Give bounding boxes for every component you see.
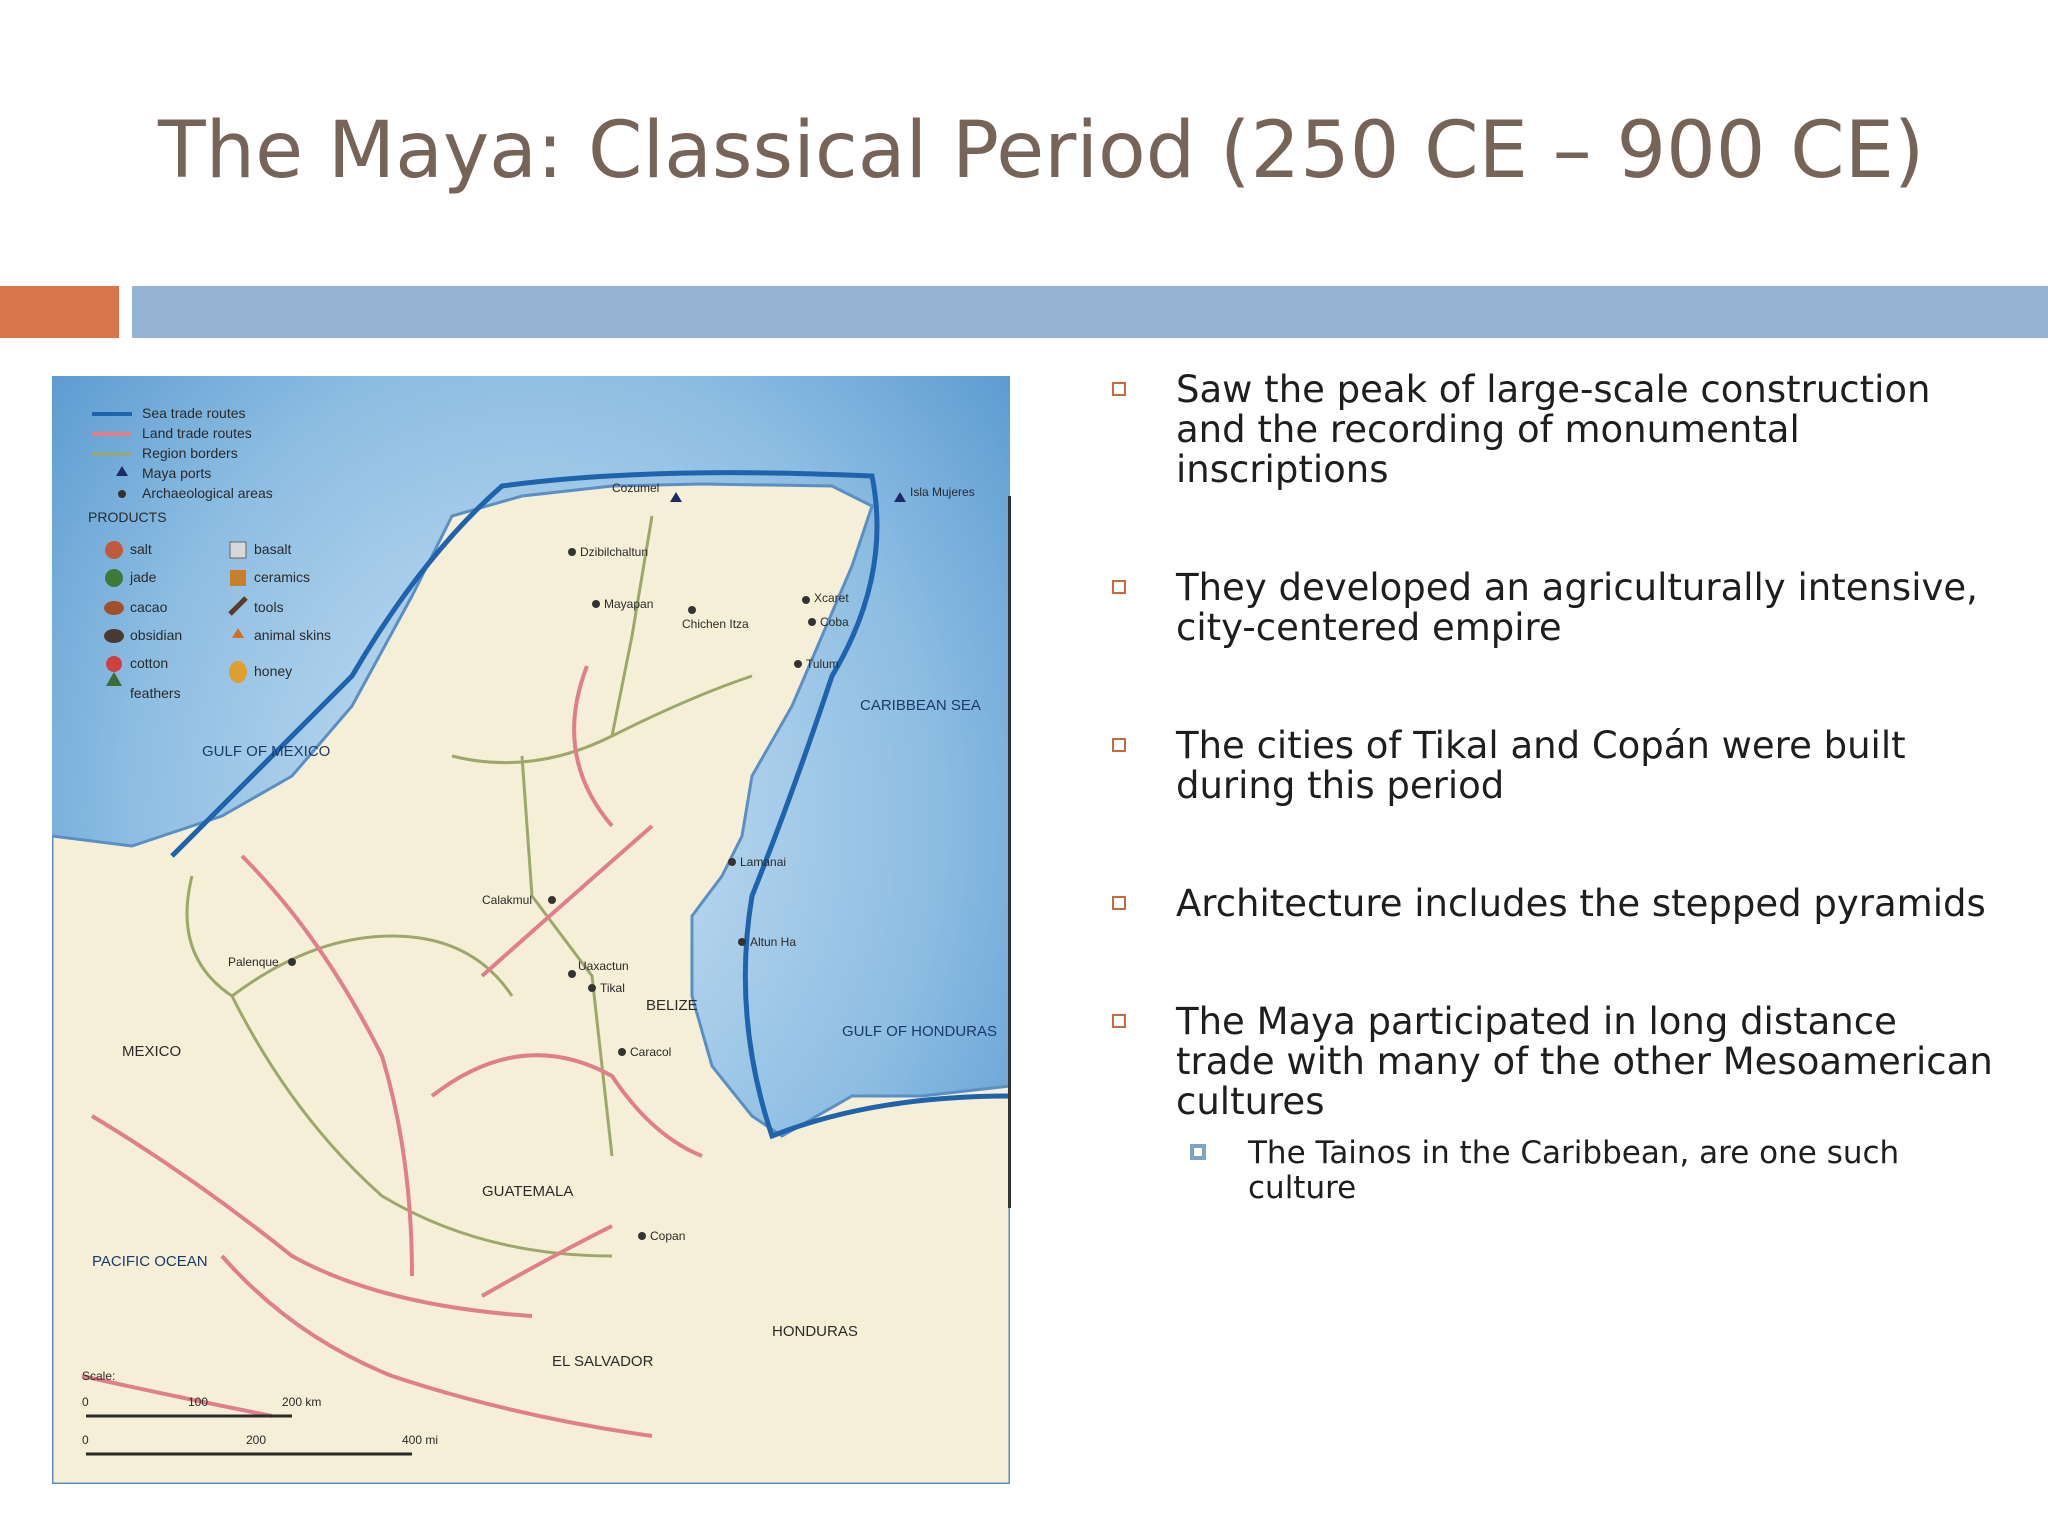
jade-icon: [105, 569, 123, 587]
product-obsidian: obsidian: [130, 627, 183, 643]
site-marker-icon: [638, 1232, 646, 1240]
bullet-text: Architecture includes the stepped pyramids: [1176, 882, 1986, 925]
label-guatemala: GUATEMALA: [482, 1183, 574, 1200]
bullet-item: [1104, 568, 2004, 648]
product-basalt: basalt: [254, 541, 292, 557]
site-cozumel: Cozumel: [612, 481, 660, 495]
label-el-salvador: EL SALVADOR: [552, 1353, 654, 1370]
site-marker-icon: [802, 596, 810, 604]
site-uaxactun: Uaxactun: [578, 959, 629, 973]
product-cotton: cotton: [130, 655, 169, 671]
accent-bar: [0, 286, 119, 338]
product-honey: honey: [254, 663, 293, 679]
bullet-text: They developed an agriculturally intensive, city-centered empire: [1176, 566, 1978, 649]
maya-trade-map: [52, 376, 1010, 1484]
product-salt: salt: [130, 541, 152, 557]
slide-title: The Maya: Classical Period (250 CE – 900 CE): [158, 106, 1925, 196]
scale-km-0: 0: [82, 1395, 89, 1409]
product-ceramics: ceramics: [254, 569, 311, 585]
scale-mi-200: 200: [246, 1433, 267, 1447]
site-xcaret: Xcaret: [814, 591, 849, 605]
bullet-square-icon: [1112, 382, 1126, 396]
product-cacao: cacao: [130, 599, 168, 615]
ceramics-icon: [230, 570, 246, 586]
bullet-text: The cities of Tikal and Copán were built during this period: [1176, 724, 1906, 807]
site-isla-mujeres: Isla Mujeres: [910, 485, 975, 499]
site-marker-icon: [588, 984, 596, 992]
site-marker-icon: [548, 896, 556, 904]
label-gulf-of-mexico: GULF OF MEXICO: [202, 743, 331, 760]
site-tulum: Tulum: [806, 657, 839, 671]
product-tools: tools: [254, 599, 284, 615]
site-coba: Coba: [820, 615, 849, 629]
label-belize: BELIZE: [646, 997, 698, 1014]
site-tikal: Tikal: [600, 981, 625, 995]
header-bar: [132, 286, 2048, 338]
salt-icon: [105, 541, 123, 559]
bullet-text: Saw the peak of large-scale construction and the recording of monumental inscriptions: [1176, 368, 1931, 491]
label-mexico: MEXICO: [122, 1043, 182, 1060]
bullet-item: [1104, 726, 2004, 806]
product-feathers: feathers: [130, 685, 181, 701]
label-caribbean-sea: CARIBBEAN SEA: [860, 697, 981, 714]
site-chichen-itza: Chichen Itza: [682, 617, 749, 631]
product-jade: jade: [130, 569, 157, 585]
site-copan: Copan: [650, 1229, 686, 1243]
bullet-text: The Maya participated in long distance trade with many of the other Mesoamerican cultures: [1176, 1000, 1993, 1123]
bullet-square-icon: [1112, 896, 1126, 910]
site-marker-icon: [808, 618, 816, 626]
legend-region-borders: Region borders: [142, 445, 238, 461]
scale-mi-400: 400 mi: [402, 1433, 439, 1447]
legend-archaeological-areas: Archaeological areas: [142, 485, 273, 501]
legend-products-heading: PRODUCTS: [88, 509, 167, 525]
site-marker-icon: [568, 970, 576, 978]
scale-label: Scale:: [82, 1369, 116, 1383]
obsidian-icon: [104, 629, 124, 643]
site-marker-icon: [688, 606, 696, 614]
legend-sea-routes: Sea trade routes: [142, 405, 246, 421]
product-animal-skins: animal skins: [254, 627, 332, 643]
site-altun-ha: Altun Ha: [750, 935, 797, 949]
site-caracol: Caracol: [630, 1045, 672, 1059]
bullet-item: [1104, 370, 2004, 490]
site-marker-icon: [738, 938, 746, 946]
site-marker-icon: [592, 600, 600, 608]
bullet-list: [1104, 370, 2004, 1206]
site-mayapan: Mayapan: [604, 597, 654, 611]
bullet-square-icon: [1112, 580, 1126, 594]
site-marker-icon: [728, 858, 736, 866]
scale-mi-0: 0: [82, 1433, 89, 1447]
site-marker-icon: [568, 548, 576, 556]
bullet-square-icon: [1112, 1014, 1126, 1028]
site-lamanai: Lamanai: [740, 855, 787, 869]
scale-km-100: 100: [188, 1395, 209, 1409]
basalt-icon: [230, 542, 246, 558]
sub-bullet-item: [1104, 1136, 2004, 1206]
bullet-square-icon: [1112, 738, 1126, 752]
site-calakmul: Calakmul: [482, 893, 533, 907]
sub-bullet-text: The Tainos in the Caribbean, are one such culture: [1248, 1135, 1900, 1206]
sub-bullet-square-icon: [1190, 1144, 1206, 1160]
cacao-icon: [104, 601, 124, 615]
legend-land-routes: Land trade routes: [142, 425, 252, 441]
site-marker-icon: [794, 660, 802, 668]
label-gulf-of-honduras: GULF OF HONDURAS: [842, 1023, 998, 1040]
site-palenque: Palenque: [228, 955, 279, 969]
map-frame-line: [1008, 496, 1011, 1208]
legend-maya-ports: Maya ports: [142, 465, 212, 481]
site-dot-icon: [118, 490, 126, 498]
cotton-icon: [106, 656, 122, 672]
label-pacific-ocean: PACIFIC OCEAN: [92, 1253, 208, 1270]
bullet-item: [1104, 884, 2004, 924]
label-honduras: HONDURAS: [772, 1323, 858, 1340]
site-marker-icon: [288, 958, 296, 966]
site-dzibilchaltun: Dzibilchaltun: [580, 545, 649, 559]
scale-km-200: 200 km: [282, 1395, 322, 1409]
site-marker-icon: [618, 1048, 626, 1056]
honey-icon: [229, 661, 247, 683]
bullet-item: [1104, 1002, 2004, 1122]
